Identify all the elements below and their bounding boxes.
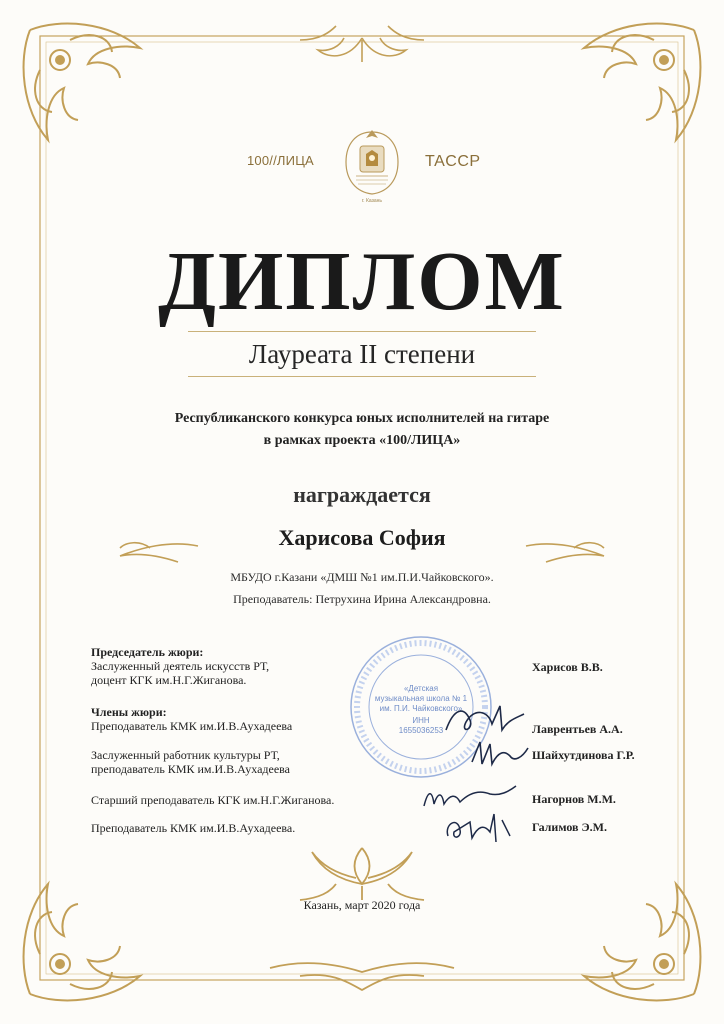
title-divider-bottom	[188, 376, 536, 377]
top-center-ornament	[300, 26, 424, 62]
stamp-line-1: «Детская	[403, 684, 439, 693]
school-info	[150, 566, 574, 610]
competition-line-2: в рамках проекта «100/ЛИЦА»	[263, 433, 461, 448]
footer-place-date: Казань, март 2020 года	[303, 898, 421, 912]
jury-member-3-name: Нагорнов М.М.	[532, 792, 616, 806]
logo-tassr: TACCP	[425, 153, 481, 170]
logo-100-lica: 100//ЛИЦА	[247, 153, 314, 168]
awarded-label: награждается	[293, 482, 431, 507]
jury-chair-heading: Председатель жюри:	[91, 645, 204, 659]
school-line-2: Преподаватель: Петрухина Ирина Александровна.	[233, 592, 491, 606]
jury-member-3-title: Старший преподаватель КГК им.Н.Г.Жиганова.	[91, 793, 335, 807]
school-line-1: МБУДО г.Казани «ДМШ №1 им.П.И.Чайковского».	[230, 570, 494, 584]
stamp-line-2: музыкальная школа № 1	[374, 694, 468, 703]
jury-member-2-title-line-2: преподаватель КМК им.И.В.Аухадеева	[91, 762, 291, 776]
jury-chair-title-1: Заслуженный деятель искусств РТ,	[91, 659, 270, 673]
emblem-caption: г. Казань	[361, 198, 383, 204]
diploma-degree: Лауреата II степени	[248, 339, 476, 369]
jury-member-4-title: Преподаватель КМК им.И.В.Аухадеева.	[91, 821, 296, 835]
dms-emblem-icon	[336, 128, 408, 212]
title-divider-top	[188, 331, 536, 332]
signature-shaykhutdinova	[468, 734, 538, 770]
jury-member-2-name: Шайхутдинова Г.Р.	[532, 748, 635, 762]
stamp-line-4: ИНН	[412, 716, 430, 725]
competition-line-1: Республиканского конкурса юных исполнителей на гитаре	[174, 411, 550, 426]
signature-galimov	[440, 806, 520, 846]
jury-member-2-title	[91, 748, 290, 776]
jury-chair-title-2: доцент КГК им.Н.Г.Жиганова.	[91, 673, 247, 687]
jury-chair-name: Харисов В.В.	[532, 660, 603, 674]
stamp-line-5: 1655036253	[398, 726, 444, 735]
bottom-center-ornament	[270, 848, 454, 990]
recipient-flourish-left	[120, 543, 198, 562]
recipient-name: Харисова София	[278, 525, 446, 550]
jury-member-2-title-line-1: Заслуженный работник культуры РТ,	[91, 748, 280, 762]
corner-ornament-tl	[24, 24, 140, 140]
stamp-line-3: им. П.И. Чайковского»	[379, 704, 463, 713]
jury-chair-block	[91, 645, 269, 687]
jury-member-1-name: Лаврентьев А.А.	[532, 722, 623, 736]
recipient-flourish-right	[526, 543, 604, 562]
page-title: ДИПЛОМ	[158, 235, 566, 328]
jury-member-1-title: Преподаватель КМК им.И.В.Аухадеева	[91, 719, 293, 733]
jury-member-4-name: Галимов Э.М.	[532, 820, 607, 834]
competition-name	[110, 408, 614, 452]
jury-members-heading: Члены жюри:	[91, 705, 167, 719]
